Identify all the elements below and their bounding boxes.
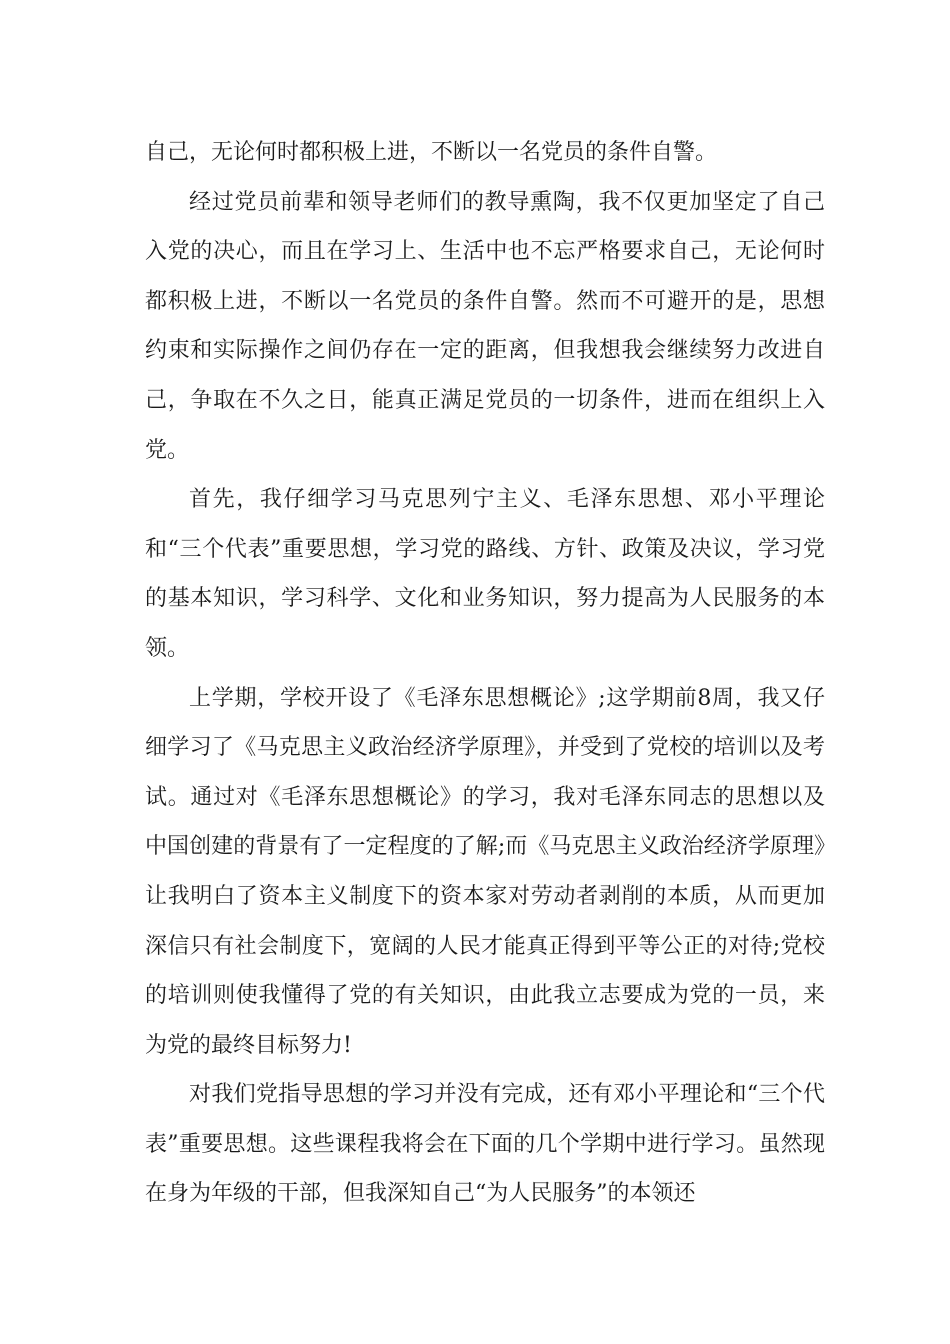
paragraph-4: 上学期，学校开设了《毛泽东思想概论》;这学期前8周，我又仔细学习了《马克思主义政治经济学原理》，并受到了党校的培训以及考试。通过对《毛泽东思想概论》的学习，我对毛泽东同志的思想以及中国创建的背景有了一定程度的了解;而《马克思主义政治经济学原理》让我明白了资本主义制度下的资本家对劳动者剥削的本质，从而更加深信只有社会制度下，宽阔的人民才能真正得到平等公正的对待;党校的培训则使我懂得了党的有关知识，由此我立志要成为党的一员，来为党的最终目标努力!	[145, 685, 825, 1058]
paragraph-5: 对我们党指导思想的学习并没有完成，还有邓小平理论和“三个代表”重要思想。这些课程我将会在下面的几个学期中进行学习。虽然现在身为年级的干部，但我深知自己“为人民服务”的本领还	[145, 1082, 825, 1207]
paragraph-2: 经过党员前辈和领导老师们的教导熏陶，我不仅更加坚定了自己入党的决心，而且在学习上、生活中也不忘严格要求自己，无论何时都积极上进，不断以一名党员的条件自警。然而不可避开的是，思想约束和实际操作之间仍存在一定的距离，但我想我会继续努力改进自己，争取在不久之日，能真正满足党员的一切条件，进而在组织上入党。	[145, 189, 825, 463]
paragraph-3: 首先，我仔细学习马克思列宁主义、毛泽东思想、邓小平理论和“三个代表”重要思想，学习党的路线、方针、政策及决议，学习党的基本知识，学习科学、文化和业务知识，努力提高为人民服务的本领。	[145, 487, 825, 661]
paragraph-1: 自己，无论何时都积极上进，不断以一名党员的条件自警。	[145, 140, 718, 165]
document-body	[145, 128, 825, 1219]
